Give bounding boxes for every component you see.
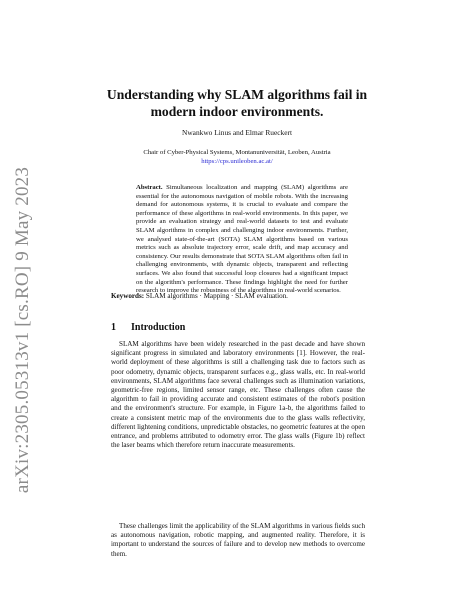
paragraph-1-text: SLAM algorithms have been widely researched in the past decade and have shown significant progress in simulated and laboratory environments [1]. However, the real-world deployment of these algorithms is still a challenging task due to factors such as poor odometry, dynamic objects, transparent surfaces e.g., glass walls, etc. In real-world environments, SLAM algorithms face several challenges such as illumination variations, geometric-free regions, limited sensor range, etc. These challenges often cause the algorithm to fail in providing accurate and consistent estimates of the robot's position and the environment's structure. For example, in Figure 1a-b, the algorithms failed to create a consistent metric map of the environments due to the glass walls reflectivity, different lightening conditions, unpredictable obstacles, no geometric features at the open entrance, and problems attributed to odometry error. The glass walls (Figure 1b) reflect the laser beams which therefore return inaccurate measurements. — [111, 340, 365, 450]
arxiv-identifier: arXiv:2305.05313v1 [cs.RO] 9 May 2023 — [12, 166, 33, 494]
paragraph-2-text: These challenges limit the applicability of the SLAM algorithms in various fields such as autonomous navigation, robotic mapping, and augmented reality. Therefore, it is important to understand the sources of failure and to develop new methods to overcome them. — [111, 522, 365, 558]
author-list: Nwankwo Linus and Elmar Rueckert — [181, 128, 292, 137]
section-heading — [111, 322, 371, 334]
affiliation-url-link[interactable]: https://cps.unileoben.ac.at/ — [201, 158, 273, 165]
title-line-1: Understanding why SLAM algorithms fail in — [106, 87, 368, 102]
keywords-label: Keywords: — [111, 292, 145, 300]
abstract-text: Simultaneous localization and mapping (SLAM) algorithms are essential for the autonomous navigation of mobile robots. With the increasing demand for autonomous systems, it is crucial to evaluate and compare the performance of these algorithms in real-world environments. In this paper, we provide an evaluation strategy and real-world datasets to test and evaluate SLAM algorithms in complex and challenging indoor environments. Further, we analysed state-of-the-art (SOTA) SLAM algorithms based on various metrics such as absolute trajectory error, scale drift, and map accuracy and consistency. Our results demonstrate that SOTA SLAM algorithms often fail in challenging environments, with dynamic objects, transparent and reflecting surfaces. We also found that successful loop closures had a significant impact on the algorithm's performance. These findings highlight the need for further research to improve the robustness of the algorithms in real-world scenarios. — [136, 184, 349, 295]
abstract — [136, 184, 348, 296]
keywords-text: SLAM algorithms · Mapping · SLAM evaluation. — [145, 292, 288, 300]
section-title: Introduction — [131, 322, 186, 333]
intro-paragraph-1 — [111, 340, 365, 450]
abstract-label: Abstract. — [136, 184, 163, 191]
intro-paragraph-2 — [111, 522, 365, 559]
paper-title — [95, 86, 379, 120]
arxiv-sidebar-stamp — [8, 165, 38, 495]
affiliation-text: Chair of Cyber-Physical Systems, Montanuniversität, Leoben, Austria — [143, 149, 331, 156]
section-number: 1 — [111, 322, 116, 333]
title-line-2: modern indoor environments. — [150, 104, 324, 119]
keywords — [111, 292, 371, 301]
affiliation-block — [95, 148, 379, 166]
